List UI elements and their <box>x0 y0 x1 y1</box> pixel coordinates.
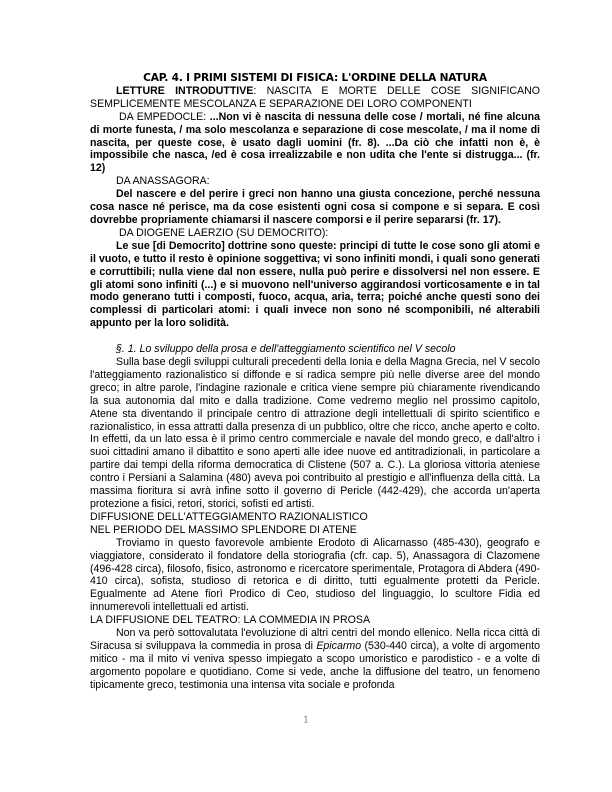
section-heading: §. 1. Lo sviluppo della prosa e dell'atteggiamento scientifico nel V secolo <box>116 343 456 356</box>
empedocle-quote: ...Non vi è nascita di nessuna delle cose / mortali, né fine alcuna di morte funesta, / ma solo mescolanza e separazione di cose mescolate, / ma il nome di nascita, per queste cose, è usato dagli uomini (fr. 8). ...Da ciò che infatti non è, è impossibile che nasca, /ed è cosa irrealizzabile e non udita che l'ente si distrugga... (fr. 12) <box>90 110 541 175</box>
page-content <box>90 72 540 692</box>
section-paragraph: Sulla base degli sviluppi culturali precedenti della Ionia e della Magna Grecia, nel V secolo l'atteggiamento razionalistico si diffonde e si radica sempre più nelle diverse aree del mondo greco; in altre parole, l'indagine razionale e critica viene sempre più chiaramente rivendicando la sua autonomia dal mito e dalla tradizione. Come vedremo meglio nel prossimo capitolo, Atene sta diventando il principale centro di attrazione degli intellettuali di spirito scientifico e razionalistico, in essa attratti dalla presenza di un pubblico, oltre che ricco, anche aperto e colto. In effetti, da un lato essa è il primo centro commerciale e navale del mondo greco, e dall'altro i suoi cittadini amano il dibattito e sono aperti alle idee nuove ed antitradizionali, in particolare a partire dai tempi della riforma democratica di Clistene (507 a. C.). La gloriosa vittoria ateniese contro i Persiani a Salamina (480) aveva poi contribuito al prestigio e all'influenza della città. La massima fioritura si avrà infine sotto il governo di Pericle (442-429), che accorda un'aperta protezione a fisici, retori, storici, sofisti ed artisti. <box>90 356 540 510</box>
diffusione-heading-2: NEL PERIODO DEL MASSIMO SPLENDORE DI ATENE <box>90 523 357 536</box>
diogene-quote: Le sue [di Democrito] dottrine sono queste: principi di tutte le cose sono gli atomi e il vuoto, e tutto il resto è opinione soggettiva; vi sono infiniti mondi, i quali sono generati e corruttibili; nulla viene dal non essere, nulla può perire e dissolversi nel non essere. E gli atomi sono infiniti (...) e si muovono nell'universo aggirandosi vorticosamente e in tal modo generano tutti i composti, fuoco, acqua, aria, terra; poiché anche questi sono dei complessi di particolari atomi: i quali invece non sono né scomponibili, né alterabili appunto per la loro solidità. <box>90 239 540 330</box>
teatro-heading: LA DIFFUSIONE DEL TEATRO: LA COMMEDIA IN PROSA <box>90 614 371 627</box>
diogene-label: DA DIOGENE LAERZIO (SU DEMOCRITO): <box>119 226 329 239</box>
teatro-epicarmo: Epicarmo <box>316 639 362 652</box>
empedocle-label: DA EMPEDOCLE: <box>119 110 210 123</box>
empedocle-paragraph <box>90 111 540 176</box>
teatro-text-before: Non va però sottovalutata l'evoluzione di altri centri del mondo ellenico. Nella ricca città di Siracusa si sviluppava la commedia in prosa di <box>90 627 540 652</box>
letture-subtitle: : NASCITA E MORTE DELLE COSE SIGNIFICANO SEMPLICEMENTE MESCOLANZA E SEPARAZIONE DEI LORO COMPONENTI <box>90 84 540 110</box>
diffusione-heading-1: DIFFUSIONE DELL'ATTEGGIAMENTO RAZIONALISTICO <box>90 510 368 523</box>
letture-heading: LETTURE INTRODUTTIVE <box>116 84 254 97</box>
teatro-text-after: (530-440 circa), a volte di argomento mitico - ma il mito vi veniva spesso impiegato a scopo umoristico e parodistico - e a volte di argomento popolare e quotidiano. Come si vede, anche la diffusione del teatro, un fenomeno tipicamente greco, testimonia una intensa vita sociale e profonda <box>90 639 540 691</box>
page-number: 1 <box>302 715 310 726</box>
anassagora-label: DA ANASSAGORA: <box>116 175 210 188</box>
letture-paragraph <box>90 85 540 111</box>
anassagora-quote: Del nascere e del perire i greci non hanno una giusta concezione, perché nessuna cosa nasce né perisce, ma da cose esistenti ogni cosa si compone e si separa. E così dovrebbe propriamente chiamarsi il nascere comporsi e il perire separarsi (fr. 17). <box>90 188 540 226</box>
diffusione-paragraph: Troviamo in questo favorevole ambiente Erodoto di Alicarnasso (485-430), geografo e viaggiatore, considerato il fondatore della storiografia (cfr. cap. 5), Anassagora di Clazomene (496-428 circa), filosofo, fisico, astronomo e ricercatore sperimentale, Protagora di Abdera (490-410 circa), sofista, studioso di retorica e di diritto, tutti egualmente protetti da Pericle. Egualmente ad Atene fiorì Prodico di Ceo, studioso del linguaggio, lo scultore Fidia ed innumerevoli intellettuali ed artisti. <box>90 536 540 614</box>
chapter-title: CAP. 4. I PRIMI SISTEMI DI FISICA: L'ORDINE DELLA NATURA <box>143 72 487 84</box>
teatro-paragraph <box>90 627 540 692</box>
